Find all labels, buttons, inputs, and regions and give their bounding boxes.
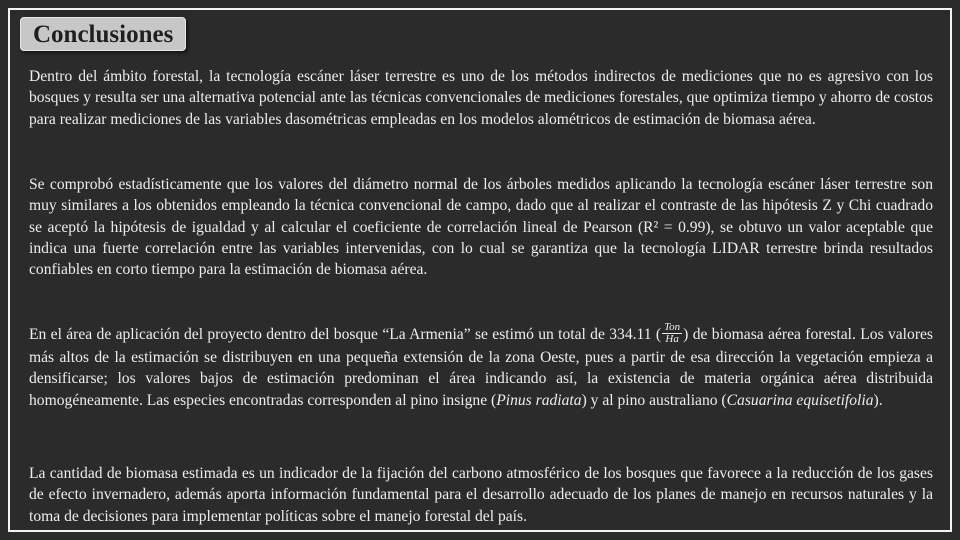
species-pinus-radiata: Pinus radiata	[496, 391, 582, 409]
ton-per-ha-fraction	[662, 322, 682, 345]
species-casuarina-equisetifolia: Casuarina equisetifolia	[726, 391, 874, 409]
paragraph-3-part-c: ) y al pino australiano (	[581, 391, 727, 409]
paragraph-1: Dentro del ámbito forestal, la tecnología escáner láser terrestre es uno de los métodos indirectos de mediciones que no es agresivo con los bosques y resulta ser una alternativa potencial ante las técnicas convencionales de mediciones forestales, que optimiza tiempo y ahorro de costos para realizar mediciones de las variables dasométricas empleadas en los modelos alométricos de estimación de biomasa aérea.	[29, 68, 933, 128]
paragraph-3-part-a: En el área de aplicación del proyecto dentro del bosque “La Armenia” se estimó un total de 334.11 (	[29, 326, 662, 344]
paragraph-3-part-b: ) de biomasa aérea forestal. Los valores más altos de la estimación se distribuyen en una pequeña extensión de la zona Oeste, pues a partir de esa dirección la vegetación empieza a densificarse; los valores bajos de estimación predominan el área indicando así, la existencia de materia orgánica aérea distribuida homogéneamente. Las especies encontradas corresponden al pino insigne (	[29, 326, 933, 409]
paragraph-4: La cantidad de biomasa estimada es un indicador de la fijación del carbono atmosférico de los bosques que favorece a la reducción de los gases de efecto invernadero, además aporta información fundamental para el desarrollo adecuado de los planes de manejo en recursos naturales y la toma de decisiones para implementar políticas sobre el manejo forestal del país.	[29, 465, 933, 525]
paragraph-3	[29, 321, 933, 411]
page-title: Conclusiones	[33, 20, 174, 48]
title-box	[20, 17, 186, 51]
fraction-numerator: Ton	[664, 321, 681, 333]
paragraph-3-part-d: ).	[873, 391, 883, 409]
fraction-denominator: Ha	[665, 333, 679, 345]
paragraph-2: Se comprobó estadísticamente que los valores del diámetro normal de los árboles medidos aplicando la tecnología escáner láser terrestre son muy similares a los obtenidos empleando la técnica convencional de campo, dado que al realizar el contraste de las hipótesis Z y Chi cuadrado se aceptó la hipótesis de igualdad y al calcular el coeficiente de correlación lineal de Pearson (R² = 0.99), se obtuvo un valor aceptable que indica una fuerte correlación entre las variables intervenidas, con lo cual se garantiza que la tecnología LIDAR terrestre brinda resultados confiables en corto tiempo para la estimación de biomasa aérea.	[29, 176, 933, 279]
